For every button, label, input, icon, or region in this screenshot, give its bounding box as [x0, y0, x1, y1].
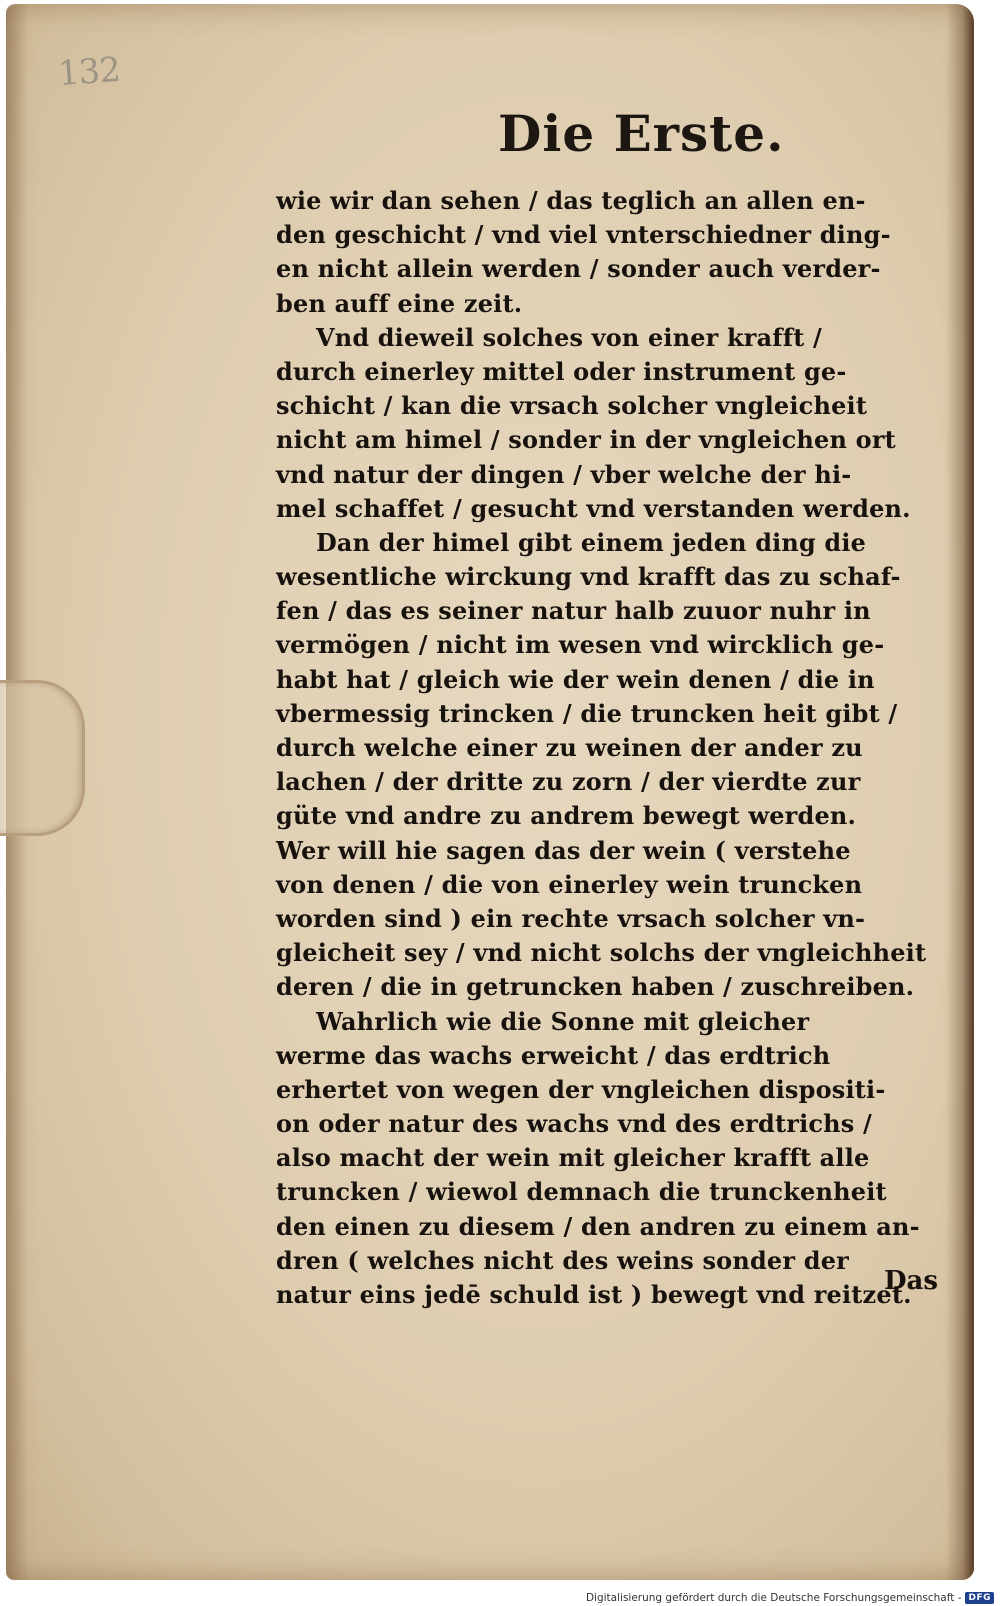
text-line: Wahrlich wie die Sonne mit gleicher — [316, 1007, 810, 1036]
text-line: dren ( welches nicht des weins sonder der — [276, 1245, 849, 1275]
dfg-logo: DFG — [965, 1592, 994, 1604]
text-line: lachen / der dritte zu zorn / der vierdte zur — [276, 767, 861, 797]
text-line: worden sind ) ein rechte vrsach solcher vn- — [276, 903, 866, 933]
text-line: ben auff eine zeit. — [276, 288, 523, 318]
text-line: habt hat / gleich wie der wein denen / die in — [276, 664, 875, 694]
text-line: fen / das es seiner natur halb zuuor nuhr in — [276, 596, 871, 626]
text-line: von denen / die von einerley wein truncken — [276, 869, 863, 899]
text-line: wie wir dan sehen / das teglich an allen en- — [276, 186, 866, 215]
text-line: on oder natur des wachs vnd des erdtrichs / — [276, 1109, 872, 1139]
text-line: mel schaffet / gesucht vnd verstanden werden. — [276, 493, 911, 523]
text-line: Dan der himel gibt einem jeden ding die — [316, 528, 867, 557]
text-line: wesentliche wirckung vnd krafft das zu schaf- — [276, 562, 901, 592]
text-line: durch einerley mittel oder instrument ge- — [276, 356, 847, 386]
text-line: werme das wachs erweicht / das erdtrich — [276, 1040, 831, 1070]
catchword: Das — [884, 1266, 939, 1296]
running-head: Die Erste. — [498, 104, 785, 163]
text-line: vnd natur der dingen / vber welche der hi- — [276, 459, 852, 489]
text-line: Wer will hie sagen das der wein ( verstehe — [276, 835, 851, 865]
credit-text: Digitalisierung gefördert durch die Deutsche Forschungsgemeinschaft - — [585, 1592, 962, 1604]
text-line: natur eins jedē schuld ist ) bewegt vnd reitzet. — [276, 1280, 912, 1309]
text-line: deren / die in getruncken haben / zuschreiben. — [276, 972, 915, 1002]
text-line: güte vnd andre zu andrem bewegt werden. — [276, 801, 857, 831]
text-line: nicht am himel / sonder in der vngleichen ort — [276, 425, 896, 455]
text-line: vermögen / nicht im wesen vnd wircklich ge- — [276, 630, 885, 660]
text-line: den geschicht / vnd viel vnterschiedner ding- — [276, 220, 891, 250]
text-line: Vnd dieweil solches von einer krafft / — [316, 323, 822, 352]
text-line: truncken / wiewol demnach die trunckenheit — [276, 1177, 887, 1207]
text-line: erhertet von wegen der vngleichen dispositi- — [276, 1074, 886, 1104]
text-line: den einen zu diesem / den andren zu einem an- — [276, 1211, 920, 1241]
digitization-credit — [586, 1592, 994, 1604]
text-line: also macht der wein mit gleicher krafft alle — [276, 1143, 870, 1173]
page-clip — [0, 680, 85, 836]
book-page — [6, 4, 974, 1580]
body-text — [276, 184, 956, 1312]
text-line: durch welche einer zu weinen der ander zu — [276, 733, 863, 762]
text-line: gleicheit sey / vnd nicht solchs der vngleichheit — [276, 938, 927, 968]
text-line: en nicht allein werden / sonder auch verder- — [276, 254, 881, 284]
text-line: schicht / kan die vrsach solcher vngleicheit — [276, 391, 868, 421]
text-line: vbermessig trincken / die truncken heit gibt / — [276, 698, 898, 728]
folio-number: 132 — [56, 49, 122, 95]
